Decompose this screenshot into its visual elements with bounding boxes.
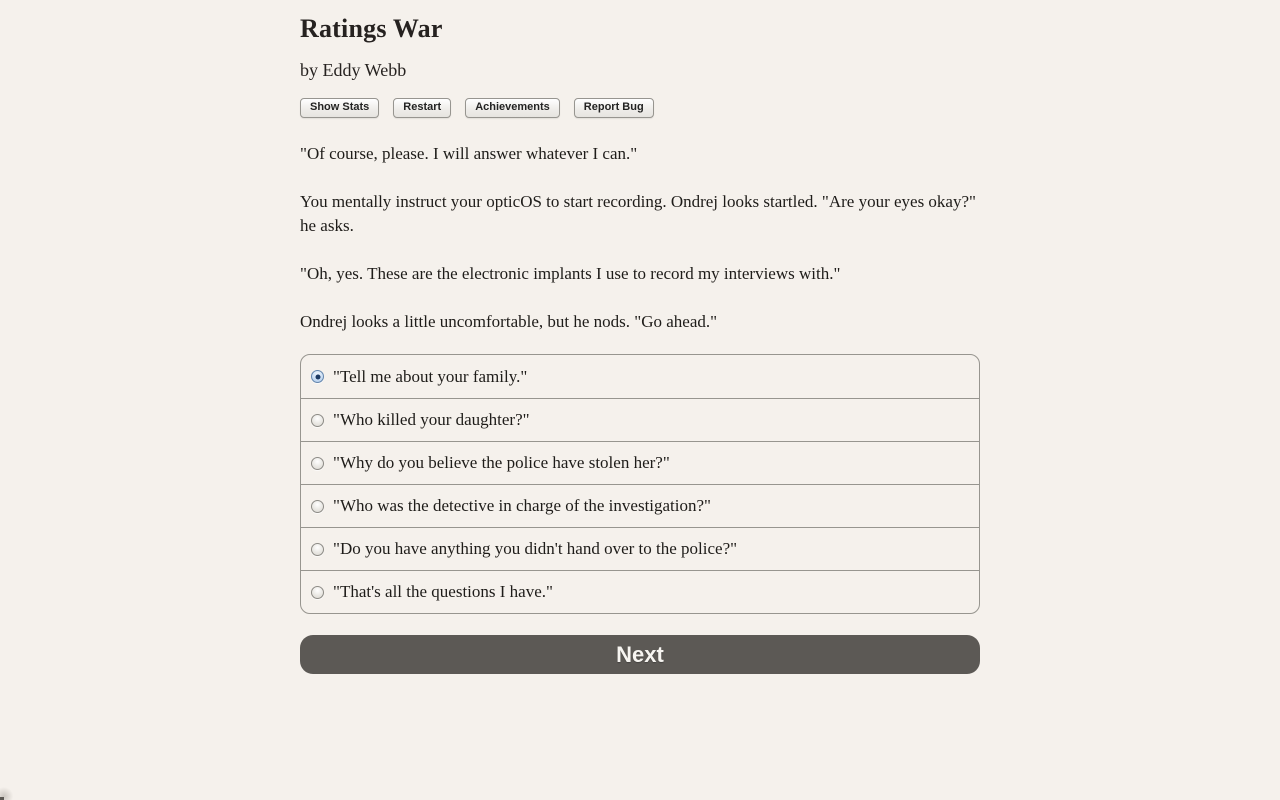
radio-icon[interactable] — [311, 500, 324, 513]
toolbar — [300, 98, 980, 118]
choice-option-4[interactable] — [301, 484, 979, 527]
game-title: Ratings War — [300, 14, 443, 43]
choice-option-label: "Who was the detective in charge of the investigation?" — [333, 496, 711, 515]
choice-list — [300, 354, 980, 614]
radio-icon[interactable] — [311, 370, 324, 383]
choice-option-label: "That's all the questions I have." — [333, 582, 553, 601]
toolbar-button-restart[interactable]: Restart — [393, 98, 451, 118]
radio-icon[interactable] — [311, 457, 324, 470]
story-paragraph: You mentally instruct your opticOS to start recording. Ondrej looks startled. "Are your eyes okay?" he asks. — [300, 192, 976, 235]
radio-icon[interactable] — [311, 586, 324, 599]
radio-icon[interactable] — [311, 543, 324, 556]
story-paragraph: "Oh, yes. These are the electronic implants I use to record my interviews with." — [300, 264, 841, 283]
choice-option-label: "Why do you believe the police have stolen her?" — [333, 453, 670, 472]
next-button[interactable]: Next — [300, 635, 980, 674]
toolbar-button-achievements[interactable]: Achievements — [465, 98, 560, 118]
story-paragraph: Ondrej looks a little uncomfortable, but he nods. "Go ahead." — [300, 312, 718, 331]
story-paragraph: "Of course, please. I will answer whatever I can." — [300, 144, 638, 163]
toolbar-button-show-stats[interactable]: Show Stats — [300, 98, 379, 118]
choice-option-2[interactable] — [301, 398, 979, 441]
choice-option-label: "Who killed your daughter?" — [333, 410, 530, 429]
choice-option-label: "Tell me about your family." — [333, 366, 528, 386]
choice-option-5[interactable] — [301, 527, 979, 570]
choice-option-1[interactable] — [301, 355, 979, 398]
story-page — [300, 0, 980, 674]
game-author: by Eddy Webb — [300, 60, 407, 80]
radio-icon[interactable] — [311, 414, 324, 427]
choice-option-label: "Do you have anything you didn't hand over to the police?" — [333, 539, 738, 558]
choice-option-6[interactable] — [301, 570, 979, 613]
toolbar-button-report-bug[interactable]: Report Bug — [574, 98, 654, 118]
choice-option-3[interactable] — [301, 441, 979, 484]
story-text — [300, 142, 980, 334]
screen-corner-artifact — [0, 787, 13, 800]
